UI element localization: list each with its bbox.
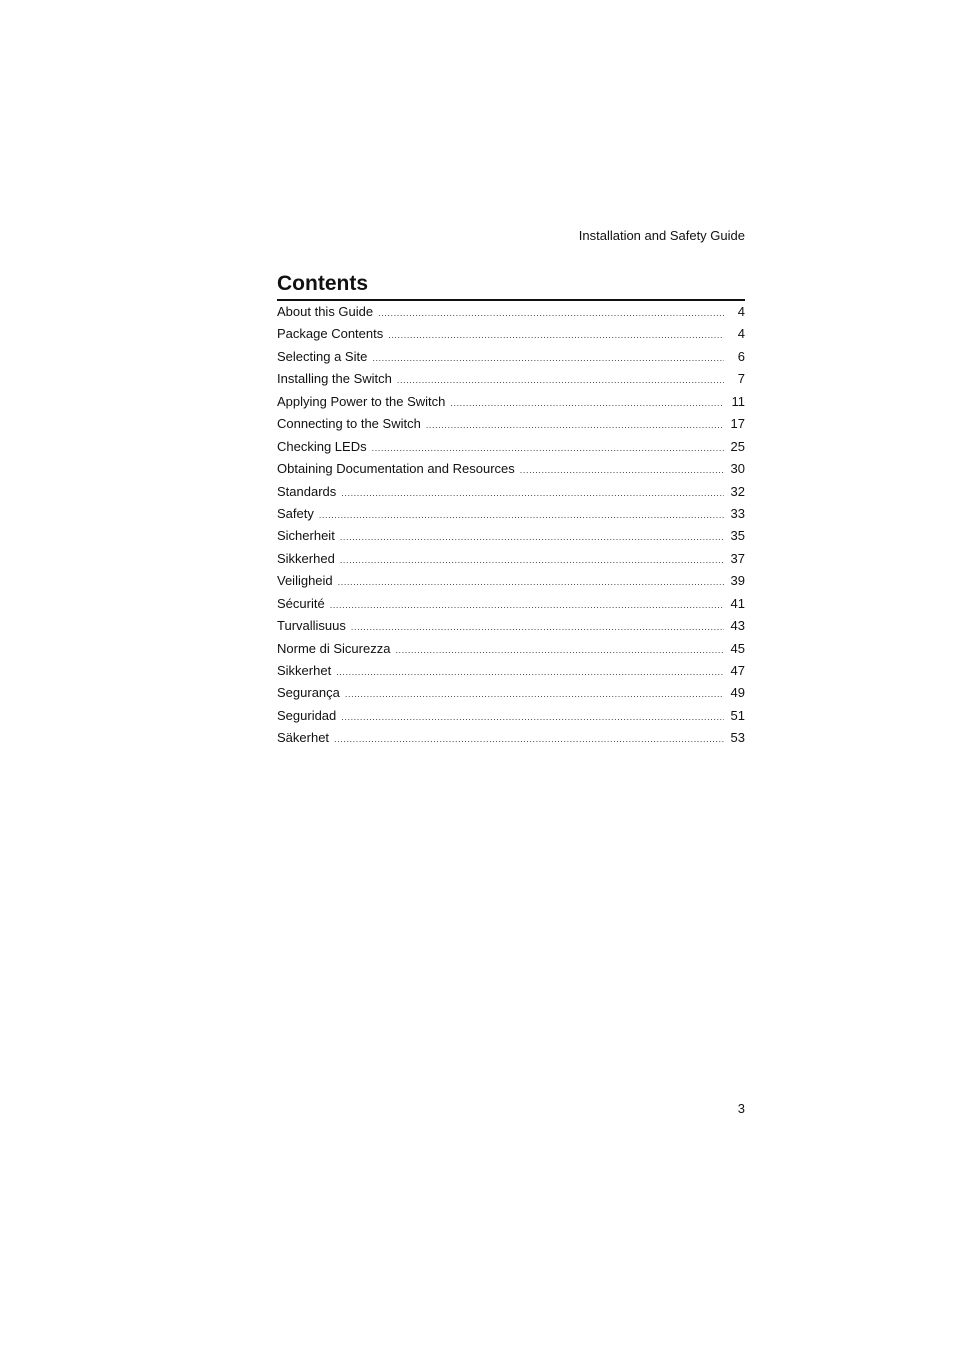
dot-leader <box>378 302 724 324</box>
dot-leader <box>372 437 724 459</box>
toc-entry-page: 30 <box>730 461 745 477</box>
dot-leader <box>319 504 724 526</box>
toc-entry-sikkerhet[interactable] <box>277 660 745 682</box>
page-title: Contents <box>277 272 368 295</box>
dot-leader <box>340 549 724 571</box>
toc-entry-package-contents[interactable] <box>277 323 745 345</box>
toc-entry-page: 45 <box>730 640 745 656</box>
toc-entry-about-this-guide[interactable] <box>277 301 745 323</box>
toc-entry-label: Installing the Switch <box>277 371 392 387</box>
dot-leader <box>388 324 724 346</box>
dot-leader <box>341 706 724 728</box>
dot-leader <box>426 414 724 436</box>
toc-entry-page: 41 <box>730 595 745 611</box>
toc-entry-page: 47 <box>730 663 745 678</box>
toc-entry-seguranca[interactable] <box>277 682 745 704</box>
toc-entry-label: Selecting a Site <box>277 348 368 364</box>
dot-leader <box>397 369 724 391</box>
toc-entry-label: Säkerhet <box>277 730 330 746</box>
toc-entry-page: 7 <box>737 371 745 387</box>
toc-entry-page: 51 <box>730 707 745 723</box>
dot-leader <box>345 683 724 705</box>
toc-entry-label: Safety <box>277 505 314 521</box>
toc-entry-selecting-a-site[interactable] <box>277 346 745 368</box>
toc-entry-page: 17 <box>730 416 745 432</box>
toc-entry-page: 43 <box>730 618 745 634</box>
toc-entry-securite[interactable] <box>277 593 745 615</box>
toc-entry-label: Sécurité <box>277 595 325 611</box>
toc-entry-seguridad[interactable] <box>277 705 745 727</box>
toc-entry-applying-power[interactable] <box>277 391 745 413</box>
toc-entry-label: Connecting to the Switch <box>277 416 421 432</box>
toc-entry-label: About this Guide <box>277 304 374 319</box>
toc-entry-label: Package Contents <box>277 326 384 342</box>
toc-entry-label: Sikkerhet <box>277 663 332 678</box>
table-of-contents <box>277 301 745 750</box>
toc-entry-label: Applying Power to the Switch <box>277 393 446 409</box>
toc-entry-sakerhet[interactable] <box>277 727 745 749</box>
toc-entry-label: Seguridad <box>277 707 337 723</box>
toc-entry-page: 49 <box>730 685 745 701</box>
toc-entry-sicherheit[interactable] <box>277 525 745 547</box>
toc-entry-standards[interactable] <box>277 481 745 503</box>
toc-entry-page: 32 <box>730 483 745 499</box>
toc-entry-page: 39 <box>730 573 745 589</box>
toc-entry-page: 6 <box>737 348 745 364</box>
toc-entry-obtaining-documentation[interactable] <box>277 458 745 480</box>
toc-entry-label: Segurança <box>277 685 340 701</box>
dot-leader <box>334 728 724 750</box>
toc-entry-label: Sicherheit <box>277 528 335 544</box>
dot-leader <box>395 639 724 661</box>
running-header: Installation and Safety Guide <box>578 228 745 243</box>
toc-entry-installing-the-switch[interactable] <box>277 368 745 390</box>
dot-leader <box>450 392 724 414</box>
toc-entry-label: Checking LEDs <box>277 438 367 454</box>
toc-entry-page: 35 <box>730 528 745 544</box>
page-number: 3 <box>737 1101 745 1116</box>
toc-entry-label: Turvallisuus <box>277 618 346 634</box>
toc-entry-label: Sikkerhed <box>277 550 335 566</box>
toc-entry-connecting[interactable] <box>277 413 745 435</box>
dot-leader <box>338 571 724 593</box>
toc-entry-veiligheid[interactable] <box>277 570 745 592</box>
toc-entry-norme-di-sicurezza[interactable] <box>277 638 745 660</box>
toc-entry-checking-leds[interactable] <box>277 436 745 458</box>
toc-entry-page: 11 <box>731 393 745 409</box>
dot-leader <box>351 616 724 638</box>
dot-leader <box>372 347 724 369</box>
toc-entry-label: Veiligheid <box>277 573 333 589</box>
toc-entry-page: 4 <box>737 326 745 342</box>
dot-leader <box>336 661 724 683</box>
toc-entry-page: 37 <box>730 550 745 566</box>
toc-entry-turvallisuus[interactable] <box>277 615 745 637</box>
dot-leader <box>330 594 724 616</box>
toc-entry-page: 53 <box>730 730 745 746</box>
dot-leader <box>341 482 724 504</box>
toc-entry-page: 4 <box>737 304 745 319</box>
toc-entry-sikkerhed[interactable] <box>277 548 745 570</box>
toc-entry-page: 33 <box>730 505 745 521</box>
toc-entry-label: Norme di Sicurezza <box>277 640 391 656</box>
toc-entry-safety[interactable] <box>277 503 745 525</box>
dot-leader <box>520 459 724 481</box>
toc-entry-label: Standards <box>277 483 337 499</box>
toc-entry-page: 25 <box>730 438 745 454</box>
dot-leader <box>340 526 724 548</box>
toc-entry-label: Obtaining Documentation and Resources <box>277 461 515 477</box>
